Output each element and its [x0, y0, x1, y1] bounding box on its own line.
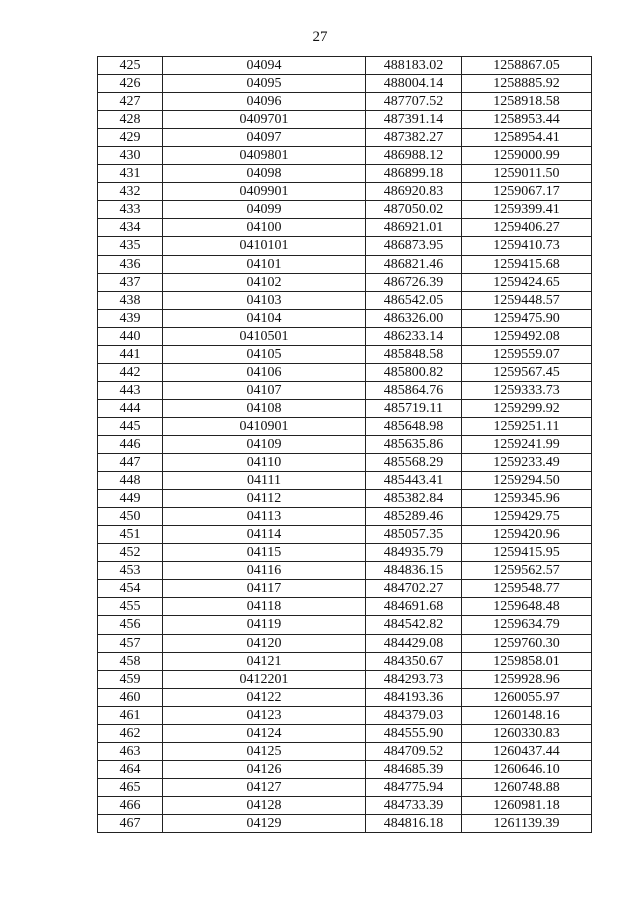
table-row — [98, 75, 592, 93]
table-row — [98, 111, 592, 129]
point-code-cell: 04116 — [163, 562, 366, 580]
x-coordinate-cell: 484555.90 — [366, 724, 462, 742]
y-coordinate-cell: 1258885.92 — [462, 75, 592, 93]
point-code-cell: 04121 — [163, 652, 366, 670]
point-code-cell: 04126 — [163, 760, 366, 778]
y-coordinate-cell: 1259858.01 — [462, 652, 592, 670]
x-coordinate-cell: 486326.00 — [366, 309, 462, 327]
row-number-cell: 432 — [98, 183, 163, 201]
point-code-cell: 04115 — [163, 544, 366, 562]
y-coordinate-cell: 1259475.90 — [462, 309, 592, 327]
table-row — [98, 472, 592, 490]
x-coordinate-cell: 488004.14 — [366, 75, 462, 93]
row-number-cell: 435 — [98, 237, 163, 255]
point-code-cell: 04128 — [163, 796, 366, 814]
table-row — [98, 742, 592, 760]
table-row — [98, 562, 592, 580]
x-coordinate-cell: 486899.18 — [366, 165, 462, 183]
point-code-cell: 0409701 — [163, 111, 366, 129]
point-code-cell: 0410901 — [163, 417, 366, 435]
x-coordinate-cell: 484350.67 — [366, 652, 462, 670]
x-coordinate-cell: 485864.76 — [366, 381, 462, 399]
x-coordinate-cell: 485648.98 — [366, 417, 462, 435]
point-code-cell: 04097 — [163, 129, 366, 147]
x-coordinate-cell: 486988.12 — [366, 147, 462, 165]
point-code-cell: 04111 — [163, 472, 366, 490]
row-number-cell: 466 — [98, 796, 163, 814]
y-coordinate-cell: 1260055.97 — [462, 688, 592, 706]
x-coordinate-cell: 484935.79 — [366, 544, 462, 562]
coordinates-table — [97, 56, 592, 833]
row-number-cell: 456 — [98, 616, 163, 634]
x-coordinate-cell: 484685.39 — [366, 760, 462, 778]
row-number-cell: 429 — [98, 129, 163, 147]
y-coordinate-cell: 1259760.30 — [462, 634, 592, 652]
x-coordinate-cell: 485635.86 — [366, 435, 462, 453]
table-row — [98, 580, 592, 598]
table-row — [98, 508, 592, 526]
y-coordinate-cell: 1259424.65 — [462, 273, 592, 291]
table-row — [98, 490, 592, 508]
table-row — [98, 381, 592, 399]
table-row — [98, 670, 592, 688]
table-row — [98, 165, 592, 183]
point-code-cell: 04127 — [163, 778, 366, 796]
x-coordinate-cell: 484691.68 — [366, 598, 462, 616]
row-number-cell: 452 — [98, 544, 163, 562]
page-number: 27 — [312, 29, 328, 45]
point-code-cell: 04114 — [163, 526, 366, 544]
x-coordinate-cell: 484379.03 — [366, 706, 462, 724]
table-row — [98, 724, 592, 742]
point-code-cell: 04113 — [163, 508, 366, 526]
point-code-cell: 04108 — [163, 399, 366, 417]
x-coordinate-cell: 487382.27 — [366, 129, 462, 147]
x-coordinate-cell: 485719.11 — [366, 399, 462, 417]
table-row — [98, 147, 592, 165]
y-coordinate-cell: 1259299.92 — [462, 399, 592, 417]
point-code-cell: 0409801 — [163, 147, 366, 165]
y-coordinate-cell: 1260748.88 — [462, 778, 592, 796]
row-number-cell: 431 — [98, 165, 163, 183]
point-code-cell: 04095 — [163, 75, 366, 93]
y-coordinate-cell: 1259634.79 — [462, 616, 592, 634]
row-number-cell: 446 — [98, 435, 163, 453]
row-number-cell: 453 — [98, 562, 163, 580]
point-code-cell: 04117 — [163, 580, 366, 598]
x-coordinate-cell: 486920.83 — [366, 183, 462, 201]
row-number-cell: 457 — [98, 634, 163, 652]
y-coordinate-cell: 1260981.18 — [462, 796, 592, 814]
table-row — [98, 796, 592, 814]
y-coordinate-cell: 1258867.05 — [462, 57, 592, 75]
table-row — [98, 273, 592, 291]
x-coordinate-cell: 484702.27 — [366, 580, 462, 598]
point-code-cell: 04094 — [163, 57, 366, 75]
row-number-cell: 430 — [98, 147, 163, 165]
row-number-cell: 460 — [98, 688, 163, 706]
y-coordinate-cell: 1259011.50 — [462, 165, 592, 183]
x-coordinate-cell: 485382.84 — [366, 490, 462, 508]
x-coordinate-cell: 487050.02 — [366, 201, 462, 219]
y-coordinate-cell: 1259648.48 — [462, 598, 592, 616]
table-row — [98, 219, 592, 237]
point-code-cell: 0412201 — [163, 670, 366, 688]
row-number-cell: 455 — [98, 598, 163, 616]
y-coordinate-cell: 1259000.99 — [462, 147, 592, 165]
x-coordinate-cell: 487707.52 — [366, 93, 462, 111]
row-number-cell: 462 — [98, 724, 163, 742]
x-coordinate-cell: 487391.14 — [366, 111, 462, 129]
table-row — [98, 345, 592, 363]
point-code-cell: 04105 — [163, 345, 366, 363]
table-row — [98, 652, 592, 670]
y-coordinate-cell: 1259420.96 — [462, 526, 592, 544]
point-code-cell: 04100 — [163, 219, 366, 237]
x-coordinate-cell: 485289.46 — [366, 508, 462, 526]
table-row — [98, 183, 592, 201]
row-number-cell: 454 — [98, 580, 163, 598]
row-number-cell: 448 — [98, 472, 163, 490]
y-coordinate-cell: 1259345.96 — [462, 490, 592, 508]
table-row — [98, 363, 592, 381]
point-code-cell: 04104 — [163, 309, 366, 327]
coordinates-table-body — [98, 57, 592, 833]
y-coordinate-cell: 1259406.27 — [462, 219, 592, 237]
table-row — [98, 706, 592, 724]
row-number-cell: 450 — [98, 508, 163, 526]
x-coordinate-cell: 485057.35 — [366, 526, 462, 544]
point-code-cell: 0409901 — [163, 183, 366, 201]
table-row — [98, 778, 592, 796]
x-coordinate-cell: 486542.05 — [366, 291, 462, 309]
x-coordinate-cell: 486921.01 — [366, 219, 462, 237]
x-coordinate-cell: 486821.46 — [366, 255, 462, 273]
point-code-cell: 04107 — [163, 381, 366, 399]
table-row — [98, 417, 592, 435]
x-coordinate-cell: 484733.39 — [366, 796, 462, 814]
point-code-cell: 04103 — [163, 291, 366, 309]
table-row — [98, 237, 592, 255]
y-coordinate-cell: 1259429.75 — [462, 508, 592, 526]
y-coordinate-cell: 1259548.77 — [462, 580, 592, 598]
table-row — [98, 544, 592, 562]
y-coordinate-cell: 1259233.49 — [462, 454, 592, 472]
y-coordinate-cell: 1259448.57 — [462, 291, 592, 309]
row-number-cell: 443 — [98, 381, 163, 399]
x-coordinate-cell: 484836.15 — [366, 562, 462, 580]
point-code-cell: 04102 — [163, 273, 366, 291]
table-row — [98, 201, 592, 219]
y-coordinate-cell: 1258918.58 — [462, 93, 592, 111]
table-row — [98, 309, 592, 327]
point-code-cell: 04129 — [163, 814, 366, 832]
y-coordinate-cell: 1259333.73 — [462, 381, 592, 399]
row-number-cell: 463 — [98, 742, 163, 760]
y-coordinate-cell: 1259567.45 — [462, 363, 592, 381]
y-coordinate-cell: 1259251.11 — [462, 417, 592, 435]
row-number-cell: 441 — [98, 345, 163, 363]
table-row — [98, 93, 592, 111]
table-row — [98, 399, 592, 417]
row-number-cell: 447 — [98, 454, 163, 472]
x-coordinate-cell: 485848.58 — [366, 345, 462, 363]
y-coordinate-cell: 1259559.07 — [462, 345, 592, 363]
point-code-cell: 04109 — [163, 435, 366, 453]
x-coordinate-cell: 488183.02 — [366, 57, 462, 75]
row-number-cell: 434 — [98, 219, 163, 237]
point-code-cell: 04118 — [163, 598, 366, 616]
table-row — [98, 814, 592, 832]
point-code-cell: 04096 — [163, 93, 366, 111]
row-number-cell: 445 — [98, 417, 163, 435]
point-code-cell: 04106 — [163, 363, 366, 381]
row-number-cell: 427 — [98, 93, 163, 111]
x-coordinate-cell: 486726.39 — [366, 273, 462, 291]
point-code-cell: 04112 — [163, 490, 366, 508]
y-coordinate-cell: 1259928.96 — [462, 670, 592, 688]
row-number-cell: 442 — [98, 363, 163, 381]
y-coordinate-cell: 1260437.44 — [462, 742, 592, 760]
x-coordinate-cell: 484709.52 — [366, 742, 462, 760]
x-coordinate-cell: 484193.36 — [366, 688, 462, 706]
table-row — [98, 291, 592, 309]
point-code-cell: 04120 — [163, 634, 366, 652]
point-code-cell: 04098 — [163, 165, 366, 183]
row-number-cell: 458 — [98, 652, 163, 670]
x-coordinate-cell: 484429.08 — [366, 634, 462, 652]
point-code-cell: 04119 — [163, 616, 366, 634]
row-number-cell: 459 — [98, 670, 163, 688]
table-row — [98, 435, 592, 453]
y-coordinate-cell: 1258954.41 — [462, 129, 592, 147]
row-number-cell: 433 — [98, 201, 163, 219]
row-number-cell: 428 — [98, 111, 163, 129]
y-coordinate-cell: 1261139.39 — [462, 814, 592, 832]
x-coordinate-cell: 484775.94 — [366, 778, 462, 796]
row-number-cell: 438 — [98, 291, 163, 309]
y-coordinate-cell: 1260646.10 — [462, 760, 592, 778]
x-coordinate-cell: 484816.18 — [366, 814, 462, 832]
point-code-cell: 04124 — [163, 724, 366, 742]
y-coordinate-cell: 1260330.83 — [462, 724, 592, 742]
table-row — [98, 598, 592, 616]
row-number-cell: 465 — [98, 778, 163, 796]
table-row — [98, 327, 592, 345]
row-number-cell: 461 — [98, 706, 163, 724]
y-coordinate-cell: 1260148.16 — [462, 706, 592, 724]
point-code-cell: 0410501 — [163, 327, 366, 345]
point-code-cell: 04122 — [163, 688, 366, 706]
row-number-cell: 444 — [98, 399, 163, 417]
y-coordinate-cell: 1258953.44 — [462, 111, 592, 129]
row-number-cell: 426 — [98, 75, 163, 93]
row-number-cell: 436 — [98, 255, 163, 273]
x-coordinate-cell: 486873.95 — [366, 237, 462, 255]
y-coordinate-cell: 1259562.57 — [462, 562, 592, 580]
table-row — [98, 255, 592, 273]
y-coordinate-cell: 1259294.50 — [462, 472, 592, 490]
y-coordinate-cell: 1259399.41 — [462, 201, 592, 219]
x-coordinate-cell: 484542.82 — [366, 616, 462, 634]
y-coordinate-cell: 1259492.08 — [462, 327, 592, 345]
table-row — [98, 634, 592, 652]
point-code-cell: 04101 — [163, 255, 366, 273]
table-row — [98, 760, 592, 778]
row-number-cell: 449 — [98, 490, 163, 508]
point-code-cell: 04099 — [163, 201, 366, 219]
x-coordinate-cell: 484293.73 — [366, 670, 462, 688]
table-row — [98, 129, 592, 147]
point-code-cell: 04123 — [163, 706, 366, 724]
x-coordinate-cell: 485800.82 — [366, 363, 462, 381]
row-number-cell: 467 — [98, 814, 163, 832]
x-coordinate-cell: 485568.29 — [366, 454, 462, 472]
point-code-cell: 04125 — [163, 742, 366, 760]
row-number-cell: 425 — [98, 57, 163, 75]
y-coordinate-cell: 1259415.95 — [462, 544, 592, 562]
y-coordinate-cell: 1259067.17 — [462, 183, 592, 201]
x-coordinate-cell: 485443.41 — [366, 472, 462, 490]
row-number-cell: 464 — [98, 760, 163, 778]
table-row — [98, 454, 592, 472]
table-row — [98, 616, 592, 634]
point-code-cell: 0410101 — [163, 237, 366, 255]
row-number-cell: 440 — [98, 327, 163, 345]
table-row — [98, 526, 592, 544]
row-number-cell: 437 — [98, 273, 163, 291]
point-code-cell: 04110 — [163, 454, 366, 472]
y-coordinate-cell: 1259415.68 — [462, 255, 592, 273]
row-number-cell: 439 — [98, 309, 163, 327]
x-coordinate-cell: 486233.14 — [366, 327, 462, 345]
table-row — [98, 688, 592, 706]
row-number-cell: 451 — [98, 526, 163, 544]
y-coordinate-cell: 1259241.99 — [462, 435, 592, 453]
table-row — [98, 57, 592, 75]
y-coordinate-cell: 1259410.73 — [462, 237, 592, 255]
